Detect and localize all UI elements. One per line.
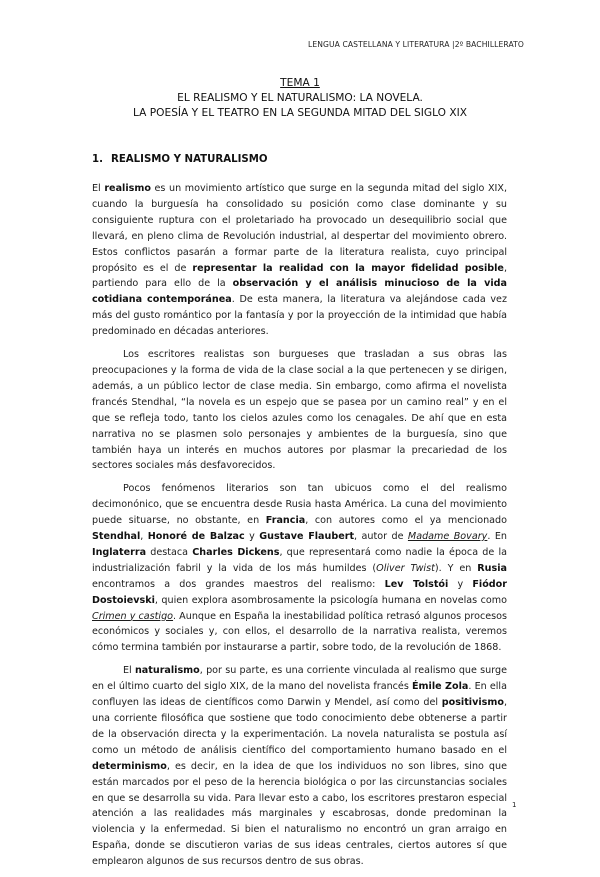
paragraph-naturalismo [92,663,507,870]
text-run: Pocos fenómenos literarios son tan ubicuos como el del realismo decimonónico, que se encuentra desde Rusia hasta América. La cuna del movimiento puede situarse, no obstante, en [92,483,507,527]
title-block [0,76,600,121]
bold-term: Stendhal [92,531,141,543]
work-title: Madame Bovary [407,531,488,543]
bold-term: Francia [265,515,306,527]
bold-term: Honoré de Balzac [147,531,245,543]
text-run: . Aunque en España la inestabilidad política retrasó algunos procesos económicos y sociales y, con ellos, el desarrollo de la narrativa realista, veremos cómo termina también por instaurarse a partir, sobre todo, de la revolución de 1868. [92,610,508,654]
text-run: , que representará como nadie la época de la industrialización fabril y la vida de los más humildes ( [92,546,508,574]
text-run: . En ella confluyen las ideas de científicos como Darwin y Mendel, así como del [92,681,507,709]
bold-term: Rusia [477,562,507,574]
text-run: destaca [146,546,193,558]
bold-term: Charles Dickens [192,546,280,558]
paragraph-realismo [92,181,507,340]
bold-term: Gustave Flaubert [259,531,355,543]
bold-term: Fiódor Dostoievski [92,578,507,606]
text-run: encontramos a dos grandes maestros del realismo: [92,578,385,590]
text-run: , [140,531,148,543]
text-run: , partiendo para ello de la [92,262,507,290]
text-run: El [123,665,135,677]
bold-term: representar la realidad con la mayor fidelidad posible [192,262,504,274]
text-run: , quien explora asombrosamente la psicología humana en novelas como [154,594,507,606]
paragraph-autores [92,481,507,656]
bold-term: realismo [104,183,151,194]
body-text [92,181,507,877]
bold-term: Lev Tolstói [384,578,449,590]
text-run: , es decir, en la idea de que los individuos no son libres, sino que están marcados por el peso de la herencia biológica o por las circunstancias sociales en que se desarrolla su vida. Para llevar esto a cabo, los escritores prestaron especial atención a las realidades más marginales y escabrosas, donde predominan la violencia y la enfermedad. Si bien el naturalismo no encontró un gran arraigo en España, donde se discutieron varias de sus ideas centrales, ciertos autores sí que emplearon algunos de sus recursos dentro de sus obras. [92,760,507,868]
text-run: y [448,578,473,590]
bold-term: observación y el análisis minucioso de la vida cotidiana contemporánea [92,278,507,306]
title-line-2: LA POESÍA Y EL TEATRO EN LA SEGUNDA MITAD DEL SIGLO XIX [133,107,467,119]
bold-term: naturalismo [134,665,200,677]
text-run: es un movimiento artístico que surge en la segunda mitad del siglo XIX, cuando la burguesía ha consolidado su posición como clase dominante y su consiguiente ruptura con el proletariado ha provocado un desequilibrio social que llevará, en pleno clima de Revolución industrial, al despertar del movimiento obrero. Estos conflictos pasarán a formar parte de la literatura realista, cuyo principal propósito es el de [92,183,507,274]
bold-term: positivismo [441,697,504,709]
work-title: Crimen y castigo [92,610,174,622]
text-run: ). Y en [434,562,478,574]
topic-number: TEMA 1 [280,77,320,89]
text-run: El [92,183,105,194]
text-run: , autor de [354,531,408,543]
paragraph-escritores: Los escritores realistas son burgueses que trasladan a sus obras las preocupaciones y la forma de vida de la clase social a la que pertenecen y se dirigen, además, a un público lector de clase media. Sin embargo, como afirma el novelista francés Stendhal, “la novela es un espejo que se pasea por un camino real” y en el que se refleja todo, tanto los cielos azules como los cenagales. De ahí que en esta narrativa no se plasmen solo personajes y ambientes de la burguesía, sino que también haya un interés en muchos autores por plasmar la precariedad de los sectores sociales más desfavorecidos. [92,349,507,472]
text-run: , con autores como el ya mencionado [305,515,507,527]
text-run: , una corriente filosófica que sostiene que todo conocimiento debe obtenerse a partir de la observación directa y la experimentación. La novela naturalista se postula así como un método de análisis científico del comportamiento humano basado en el [92,697,507,756]
text-run: , por su parte, es una corriente vinculada al realismo que surge en el último cuarto del siglo XIX, de la mano del novelista francés [92,665,507,693]
section-number: 1. [92,154,103,165]
text-run: y [244,531,260,543]
title-line-1: EL REALISMO Y EL NATURALISMO: LA NOVELA. [177,92,423,104]
work-title: Oliver Twist [376,562,435,574]
page-number: 1 [512,801,517,809]
page-header: LENGUA CASTELLANA Y LITERATURA |2º BACHILLERATO [308,40,524,49]
section-title: REALISMO Y NATURALISMO [110,154,268,165]
bold-term: determinismo [92,760,167,772]
bold-term: Émile Zola [411,681,469,693]
text-run: . De esta manera, la literatura va alejándose cada vez más del gusto romántico por la fantasía y por la proyección de la intimidad que había predominado en décadas anteriores. [92,294,507,338]
text-run: . En [487,531,507,543]
section-heading [92,154,268,165]
bold-term: Inglaterra [92,546,147,558]
